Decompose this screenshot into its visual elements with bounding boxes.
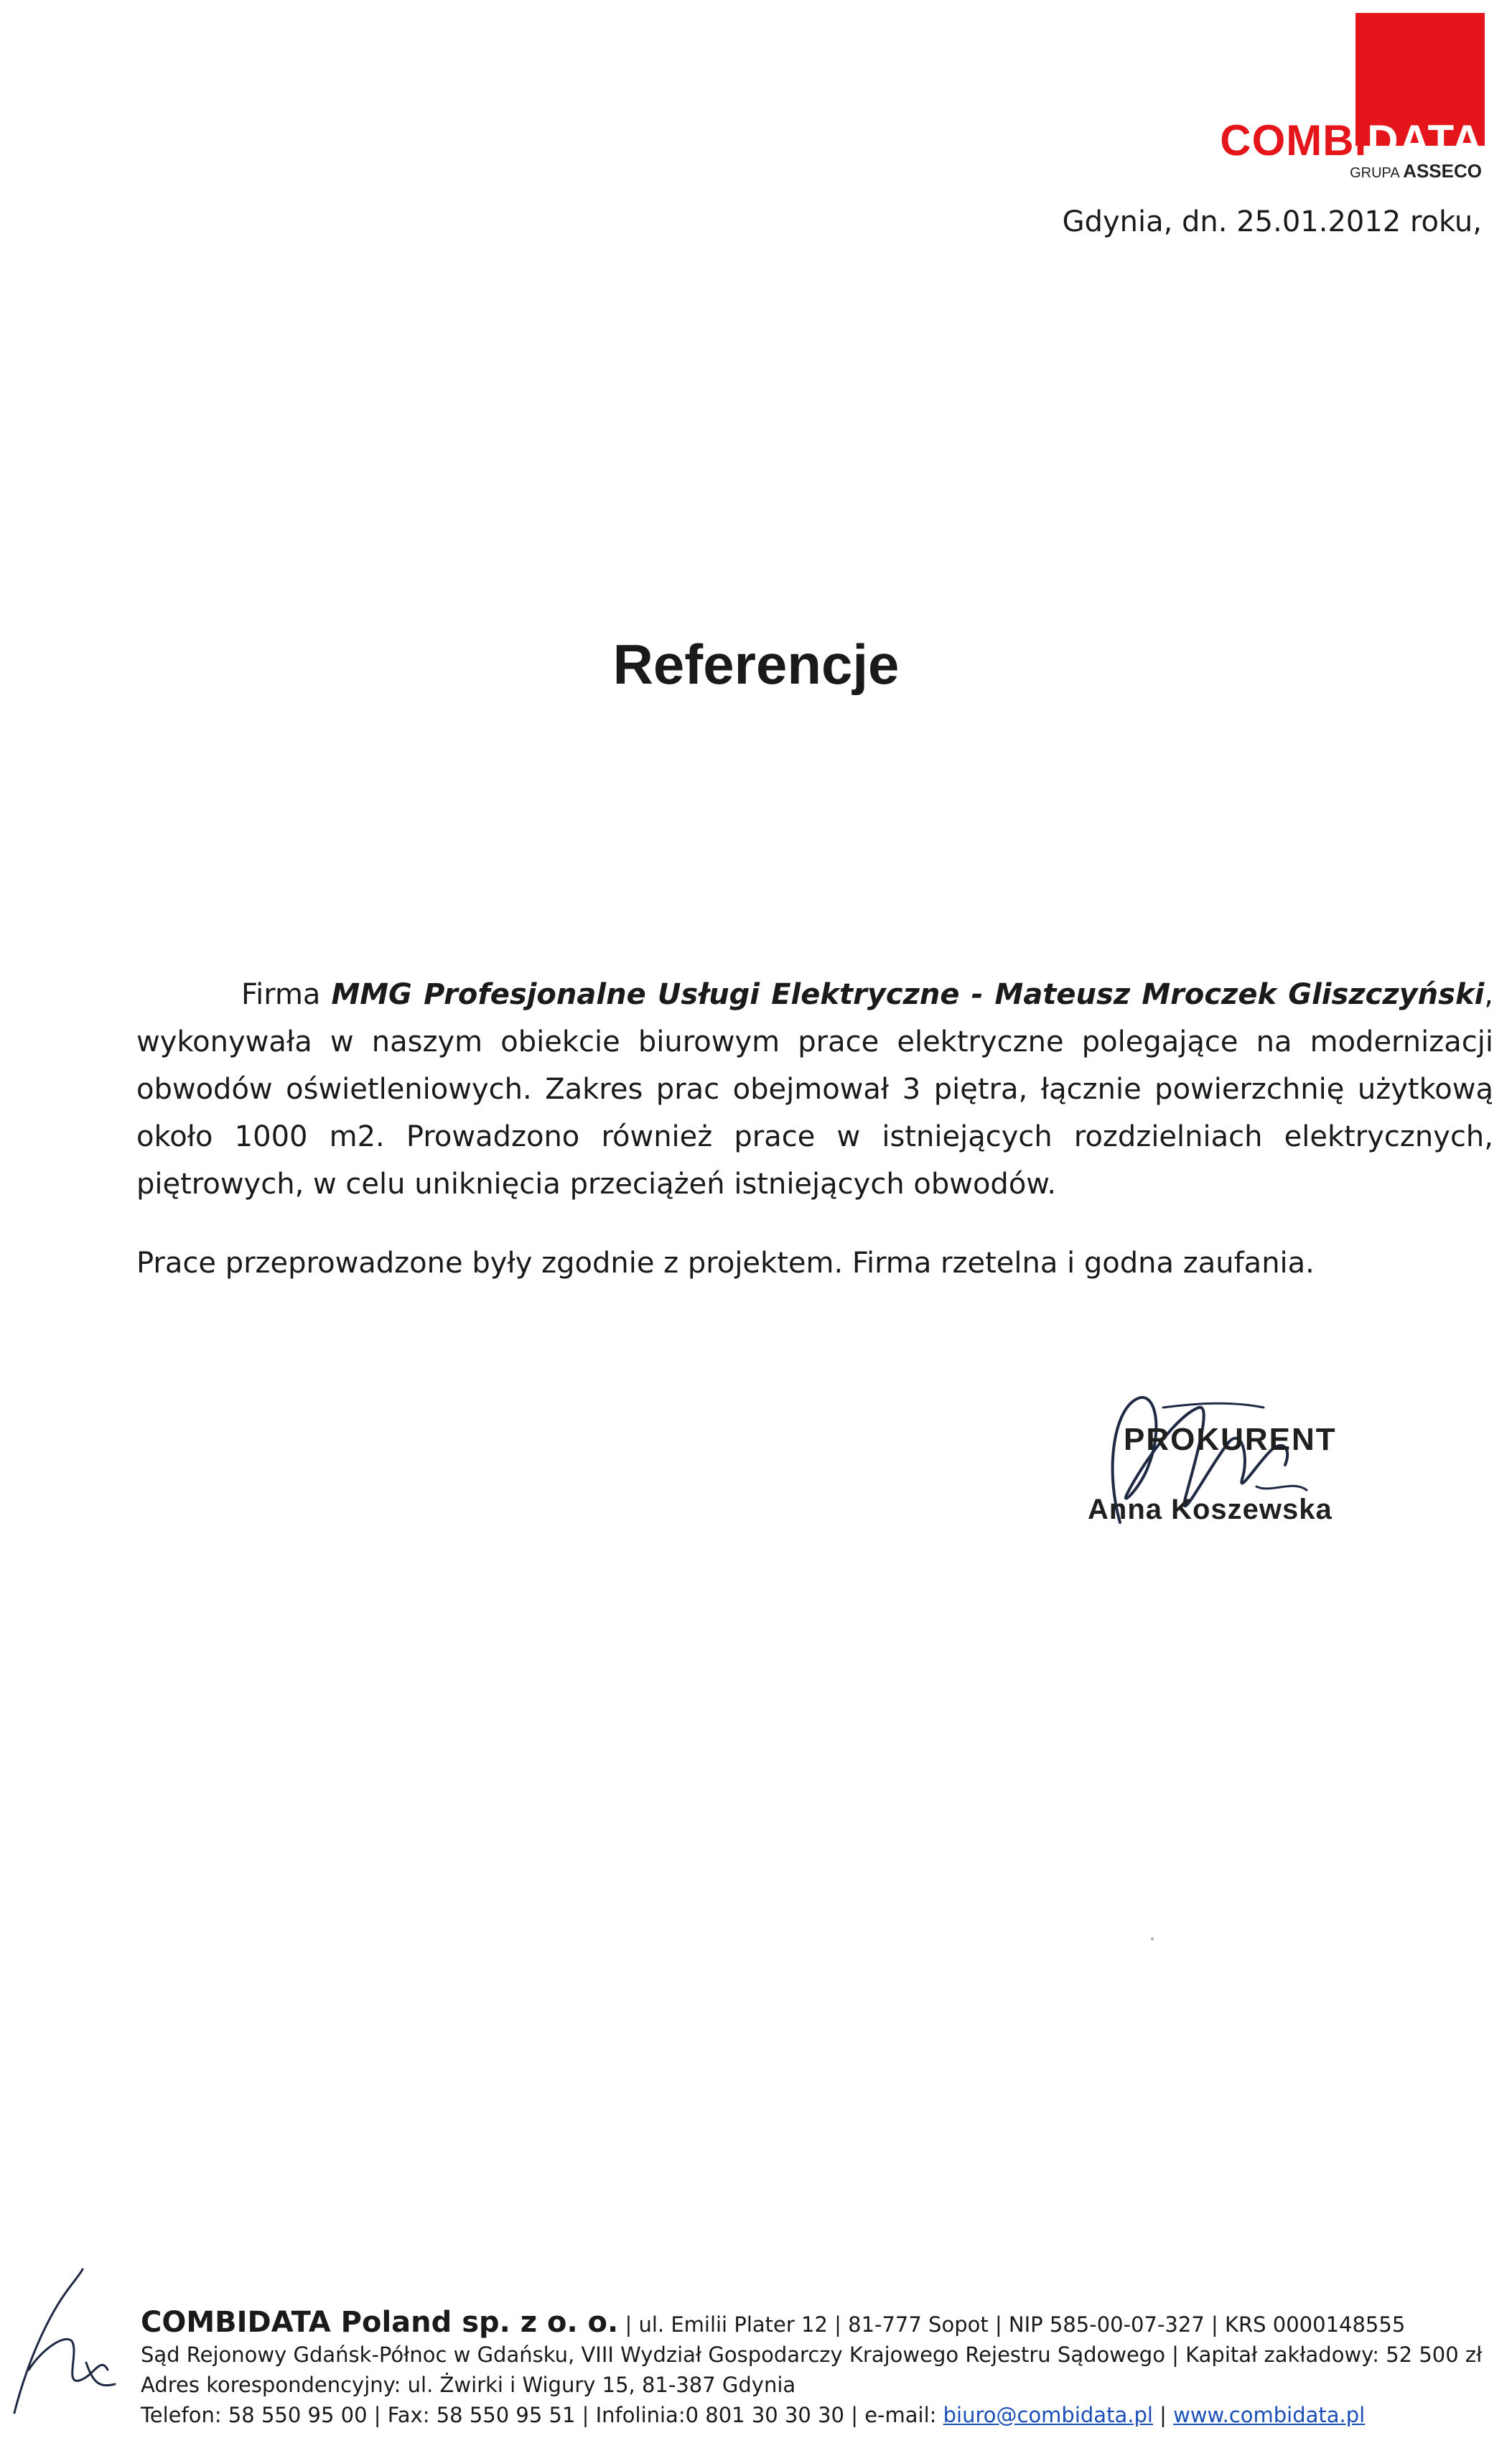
logo-group-line bbox=[1350, 160, 1482, 182]
footer-address: | ul. Emilii Plater 12 | 81-777 Sopot | NIP 585-00-07-327 | KRS 0000148555 bbox=[618, 2312, 1406, 2337]
logo-group-name: ASSECO bbox=[1403, 160, 1482, 182]
combidata-logo bbox=[1220, 13, 1486, 182]
stamp-name: Anna Koszewska bbox=[1088, 1494, 1333, 1525]
letter-body bbox=[136, 971, 1493, 1287]
footer-line-1 bbox=[141, 2307, 1490, 2340]
logo-group-prefix: GRUPA bbox=[1350, 165, 1399, 181]
paragraph-2: Prace przeprowadzone były zgodnie z projektem. Firma rzetelna i godna zaufania. bbox=[136, 1247, 1315, 1280]
logo-wordmark bbox=[1220, 116, 1483, 164]
footer-correspondence: Adres korespondencyjny: ul. Żwirki i Wigury 15, 81-387 Gdynia bbox=[141, 2373, 796, 2397]
handwritten-initials bbox=[0, 2262, 122, 2427]
paragraph-1-rest: , wykonywała w naszym obiekcie biurowym prace elektryczne polegające na modernizacji obwodów oświetleniowych. Zakres prac obejmował 3 piętra, łącznie powierzchnię użytkową około 1000 m2. Prowadzono również prace w istniejących rozdzielniach elektrycznych, piętrowych, w celu uniknięcia przeciążeń istniejących obwodów. bbox=[136, 978, 1493, 1201]
footer bbox=[141, 2307, 1490, 2430]
email-link[interactable]: biuro@combidata.pl bbox=[943, 2403, 1153, 2427]
handwritten-signature bbox=[1077, 1386, 1350, 1558]
document-title: Referencje bbox=[612, 633, 900, 696]
footer-court: Sąd Rejonowy Gdańsk-Północ w Gdańsku, VIII Wydział Gospodarczy Krajowego Rejestru Sądowego | Kapitał zakładowy: 52 500 zł bbox=[141, 2342, 1483, 2367]
logo-brand-part2: DATA bbox=[1367, 116, 1483, 164]
paragraph-1 bbox=[136, 971, 1493, 1208]
footer-contact-prefix: Telefon: 58 550 95 00 | Fax: 58 550 95 51 | Infolinia:0 801 30 30 30 | e-mail: bbox=[141, 2403, 943, 2427]
scan-speck bbox=[1151, 1937, 1154, 1940]
footer-separator: | bbox=[1152, 2403, 1174, 2427]
paragraph-1-start: Firma bbox=[241, 978, 332, 1011]
date-line: Gdynia, dn. 25.01.2012 roku, bbox=[1062, 205, 1482, 238]
footer-company: COMBIDATA Poland sp. z o. o. bbox=[141, 2306, 619, 2339]
stamp-title: PROKURENT bbox=[1124, 1422, 1337, 1457]
website-link[interactable]: www.combidata.pl bbox=[1173, 2403, 1366, 2427]
company-name: MMG Profesjonalne Usługi Elektryczne - Mateusz Mroczek Gliszczyński bbox=[331, 978, 1485, 1011]
footer-contact bbox=[141, 2400, 1490, 2430]
logo-brand-part1: COMBI bbox=[1220, 116, 1368, 164]
